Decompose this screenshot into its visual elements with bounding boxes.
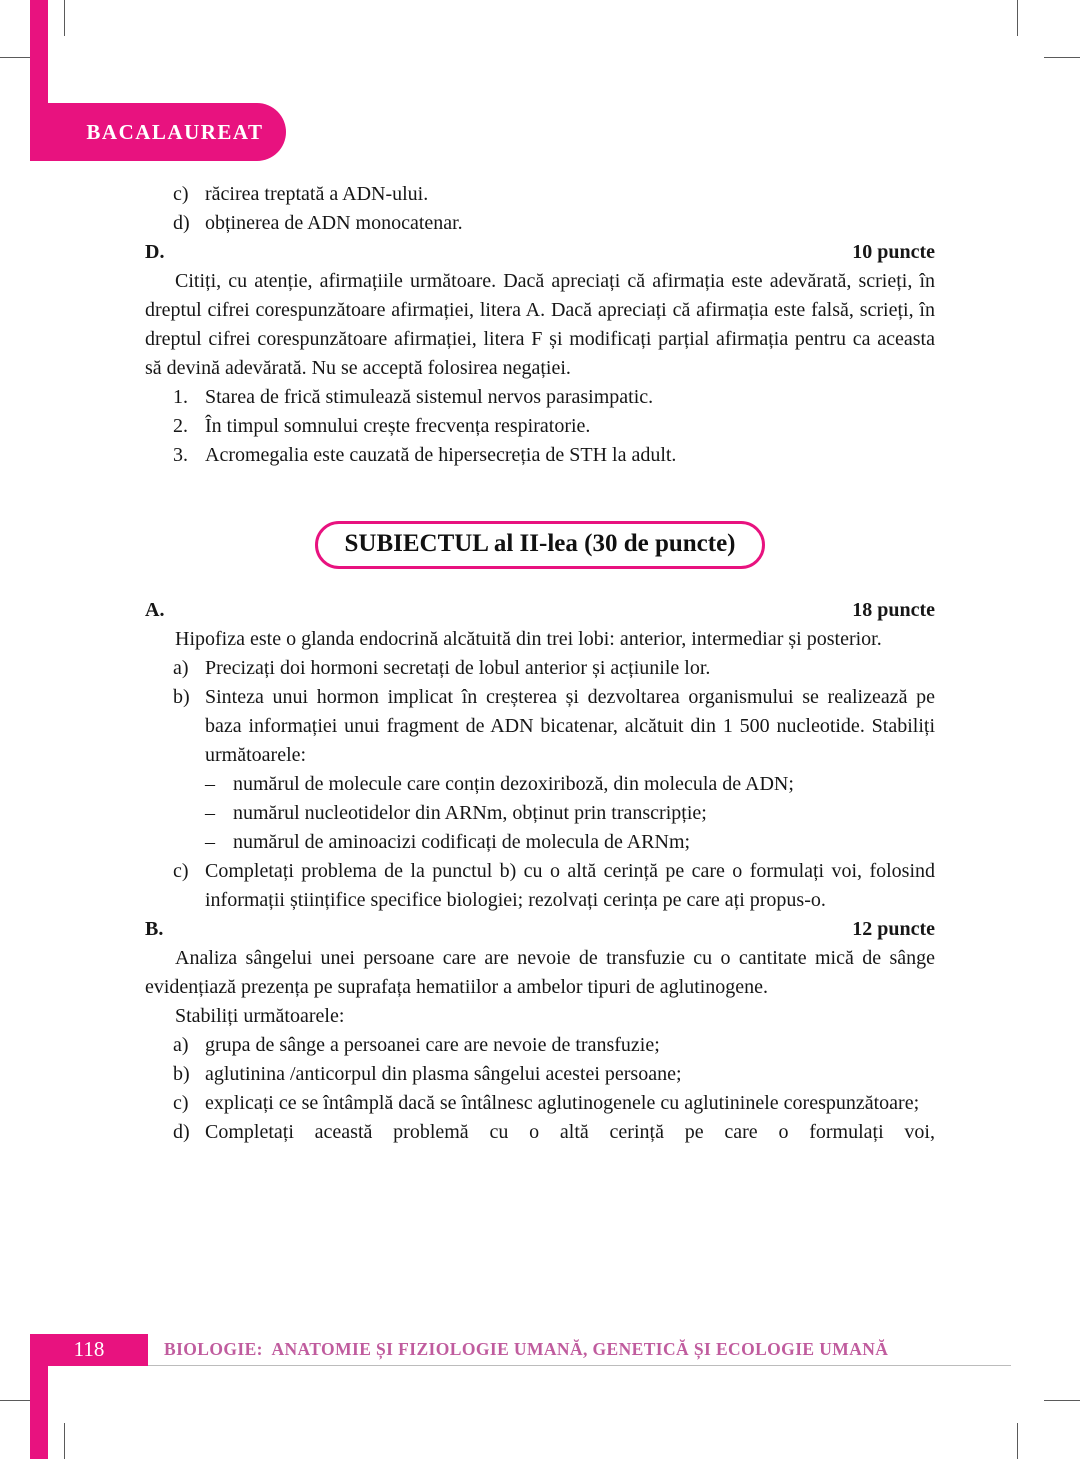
points-label: 18 puncte [852,599,935,621]
lettered-item [145,1060,935,1089]
lettered-item [145,1089,935,1118]
section-b-intro: Analiza sângelui unei persoane care are nevoie de transfuzie cu o cantitate mică de sânge evidențiază prezența pe suprafața hematiilor a ambelor tipuri de aglutinogene. [145,947,935,998]
item-text: Precizați doi hormoni secretați de lobul anterior și acțiunile lor. [205,657,711,679]
item-text: explicați ce se întâmplă dacă se întâlnesc aglutinogenele cu aglutininele corespunzătoare; [205,1092,920,1114]
lettered-item [145,683,935,770]
list-item [145,180,935,209]
dash-item [145,799,935,828]
crop-mark [1044,1400,1080,1401]
item-marker: c) [173,860,189,882]
item-marker: b) [173,686,190,708]
item-marker: 1. [173,386,188,408]
lettered-item [145,654,935,683]
subject-heading: SUBIECTUL al II-lea (30 de puncte) [315,521,764,569]
item-marker: d) [173,1121,190,1143]
subject-heading-wrap [145,521,935,569]
item-marker: – [205,802,215,824]
item-marker: 2. [173,415,188,437]
lettered-item [145,857,935,915]
item-text: Acromegalia este cauzată de hipersecreția de STH la adult. [205,444,677,466]
section-a-heading [145,596,935,625]
item-marker: – [205,773,215,795]
item-text: Completați această problemă cu o altă cerință pe care o formulați voi, [205,1121,935,1143]
item-marker: 3. [173,444,188,466]
section-label: D. [145,241,165,263]
page-number: 118 [30,1334,148,1366]
section-a-intro: Hipofiza este o glanda endocrină alcătuită din trei lobi: anterior, intermediar și posterior. [175,628,882,650]
section-label: A. [145,599,165,621]
numbered-item [145,441,935,470]
item-text: numărul de aminoacizi codificați de molecula de ARNm; [233,831,691,853]
item-text: numărul de molecule care conțin dezoxiriboză, din molecula de ADN; [233,773,794,795]
item-marker: a) [173,1034,189,1056]
crop-mark [64,1423,65,1459]
crop-mark [1017,1423,1018,1459]
lettered-item [145,1118,935,1147]
page-content [145,180,935,1147]
points-label: 10 puncte [852,241,935,263]
dash-item [145,770,935,799]
numbered-item [145,383,935,412]
item-text: În timpul somnului crește frecvența respiratorie. [205,415,591,437]
bacalaureat-badge: BACALAUREAT [30,103,286,161]
dash-item [145,828,935,857]
item-marker: – [205,831,215,853]
page-footer [30,1334,1011,1366]
item-text: numărul nucleotidelor din ARNm, obținut prin transcripție; [233,802,707,824]
crop-mark [1017,0,1018,36]
section-b-lead: Stabiliți următoarele: [175,1005,345,1027]
item-text: răcirea treptată a ADN-ului. [205,183,429,205]
section-b-heading [145,915,935,944]
points-label: 12 puncte [852,918,935,940]
item-text: obținerea de ADN monocatenar. [205,212,463,234]
item-marker: b) [173,1063,190,1085]
footer-title: BIOLOGIE: ANATOMIE ȘI FIZIOLOGIE UMANĂ, GENETICĂ ȘI ECOLOGIE UMANĂ [164,1339,889,1359]
item-marker: c) [173,183,189,205]
section-label: B. [145,918,164,940]
item-text: Sinteza unui hormon implicat în creșterea și dezvoltarea organismului se realizează pe baza informației unui fragment de ADN bicatenar, alcătuit din 1 500 nucleotide. Stabiliți următoarele: [205,686,935,766]
crop-mark [64,0,65,36]
item-marker: c) [173,1092,189,1114]
item-text: aglutinina /anticorpul din plasma sângelui acestei persoane; [205,1063,682,1085]
item-text: grupa de sânge a persoanei care are nevoie de transfuzie; [205,1034,660,1056]
item-text: Completați problema de la punctul b) cu o altă cerință pe care o formulați voi, folosind informații științifice specifice biologiei; rezolvați cerința pe care ați propus-o. [205,860,935,911]
crop-mark [1044,57,1080,58]
item-marker: a) [173,657,189,679]
section-d-heading [145,238,935,267]
item-marker: d) [173,212,190,234]
accent-strip-bottom [30,1334,48,1459]
item-text: Starea de frică stimulează sistemul nervos parasimpatic. [205,386,654,408]
numbered-item [145,412,935,441]
lettered-item [145,1031,935,1060]
list-item [145,209,935,238]
section-d-intro: Citiți, cu atenție, afirmațiile următoare. Dacă apreciați că afirmația este adevărată, scrieți, în dreptul cifrei corespunzătoare afirmației, litera A. Dacă apreciați că afirmația este falsă, scrieți, în dreptul cifrei corespunzătoare afirmației, litera F și modificați parțial afirmația pentru ca aceasta să devină adevărată. Nu se acceptă folosirea negației. [145,270,935,379]
